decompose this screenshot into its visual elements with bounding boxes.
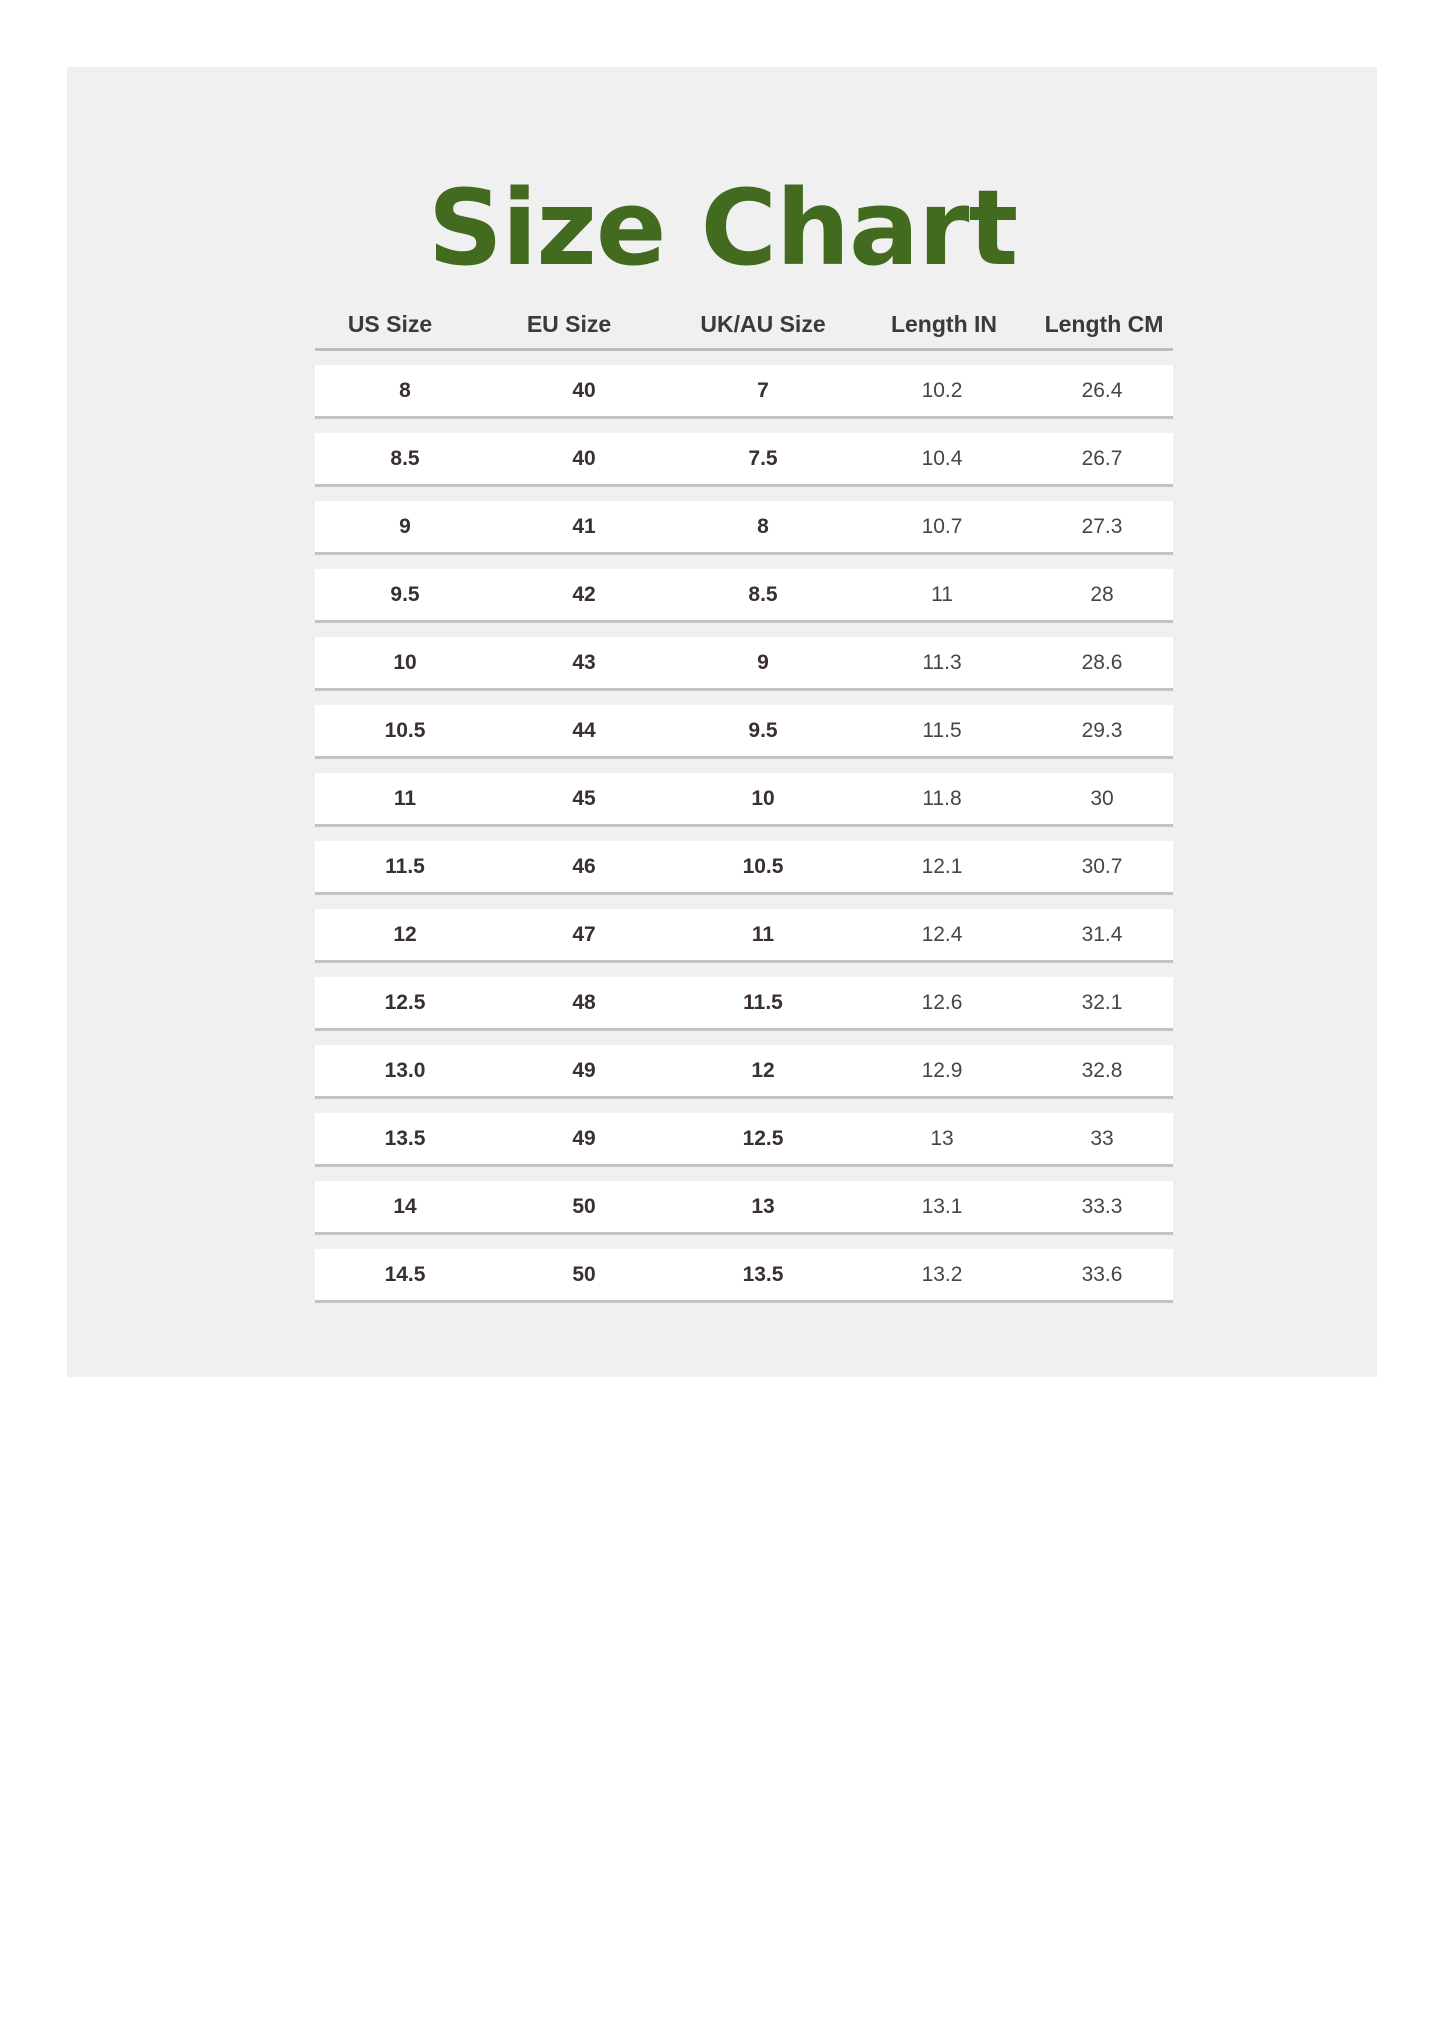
table-row bbox=[315, 501, 1173, 555]
cell-eu-size: 43 bbox=[572, 650, 596, 674]
cell-eu-size: 45 bbox=[572, 786, 596, 810]
table-header bbox=[315, 300, 1173, 351]
table-row bbox=[315, 705, 1173, 759]
header-us-size: US Size bbox=[347, 310, 433, 337]
cell-eu-size: 50 bbox=[572, 1262, 596, 1286]
cell-eu-size: 42 bbox=[572, 582, 596, 606]
table-row bbox=[315, 637, 1173, 691]
cell-length-in: 12.1 bbox=[921, 854, 963, 878]
header-uk-au-size: UK/AU Size bbox=[700, 310, 826, 337]
cell-eu-size: 40 bbox=[572, 378, 596, 402]
cell-length-cm: 31.4 bbox=[1081, 922, 1123, 946]
cell-uk-au-size: 7.5 bbox=[748, 446, 778, 470]
cell-us-size: 9.5 bbox=[390, 582, 420, 606]
cell-us-size: 8 bbox=[399, 378, 411, 402]
cell-uk-au-size: 9 bbox=[757, 650, 769, 674]
table-row bbox=[315, 1045, 1173, 1099]
cell-length-in: 11 bbox=[931, 582, 953, 606]
header-length-cm: Length CM bbox=[1044, 310, 1164, 337]
cell-uk-au-size: 12.5 bbox=[742, 1126, 784, 1150]
cell-length-in: 10.4 bbox=[921, 446, 963, 470]
cell-uk-au-size: 13.5 bbox=[742, 1262, 784, 1286]
cell-length-in: 12.9 bbox=[921, 1058, 963, 1082]
cell-uk-au-size: 10 bbox=[751, 786, 775, 810]
table-row bbox=[315, 569, 1173, 623]
cell-eu-size: 40 bbox=[572, 446, 596, 470]
cell-eu-size: 49 bbox=[572, 1126, 596, 1150]
cell-uk-au-size: 8.5 bbox=[748, 582, 778, 606]
cell-length-cm: 28 bbox=[1090, 582, 1114, 606]
cell-length-in: 11.8 bbox=[922, 786, 962, 810]
cell-uk-au-size: 7 bbox=[757, 378, 769, 402]
cell-length-in: 12.6 bbox=[921, 990, 963, 1014]
cell-length-in: 13.2 bbox=[921, 1262, 963, 1286]
cell-eu-size: 47 bbox=[572, 922, 596, 946]
cell-length-in: 13.1 bbox=[921, 1194, 963, 1218]
table-row bbox=[315, 773, 1173, 827]
cell-us-size: 10.5 bbox=[384, 718, 426, 742]
cell-uk-au-size: 13 bbox=[751, 1194, 775, 1218]
cell-uk-au-size: 8 bbox=[757, 514, 769, 538]
cell-uk-au-size: 12 bbox=[751, 1058, 775, 1082]
cell-length-in: 10.7 bbox=[921, 514, 963, 538]
cell-uk-au-size: 11.5 bbox=[743, 990, 783, 1014]
page-title: Size Chart bbox=[427, 167, 1018, 289]
table-row bbox=[315, 909, 1173, 963]
cell-us-size: 14.5 bbox=[384, 1262, 426, 1286]
cell-length-cm: 26.7 bbox=[1081, 446, 1123, 470]
cell-uk-au-size: 10.5 bbox=[742, 854, 784, 878]
table-row bbox=[315, 365, 1173, 419]
cell-uk-au-size: 11 bbox=[751, 922, 775, 946]
cell-us-size: 14 bbox=[393, 1194, 417, 1218]
table-row bbox=[315, 1249, 1173, 1303]
table-row bbox=[315, 433, 1173, 487]
cell-eu-size: 50 bbox=[572, 1194, 596, 1218]
cell-length-in: 13 bbox=[930, 1126, 954, 1150]
cell-us-size: 10 bbox=[393, 650, 417, 674]
cell-length-cm: 26.4 bbox=[1081, 378, 1123, 402]
cell-length-cm: 30.7 bbox=[1081, 854, 1123, 878]
cell-us-size: 12 bbox=[393, 922, 417, 946]
cell-length-cm: 30 bbox=[1090, 786, 1114, 810]
table-row bbox=[315, 977, 1173, 1031]
cell-length-cm: 27.3 bbox=[1081, 514, 1123, 538]
table-row bbox=[315, 1113, 1173, 1167]
cell-us-size: 13.5 bbox=[384, 1126, 426, 1150]
cell-length-cm: 32.1 bbox=[1081, 990, 1123, 1014]
cell-eu-size: 49 bbox=[572, 1058, 596, 1082]
cell-us-size: 12.5 bbox=[384, 990, 426, 1014]
cell-eu-size: 48 bbox=[572, 990, 596, 1014]
cell-length-cm: 33.3 bbox=[1081, 1194, 1123, 1218]
cell-uk-au-size: 9.5 bbox=[748, 718, 778, 742]
header-length-in: Length IN bbox=[890, 310, 998, 337]
table-row bbox=[315, 841, 1173, 895]
cell-length-in: 11.5 bbox=[922, 718, 962, 742]
cell-us-size: 9 bbox=[399, 514, 411, 538]
cell-length-in: 11.3 bbox=[922, 650, 962, 674]
cell-length-cm: 33 bbox=[1090, 1126, 1114, 1150]
cell-us-size: 8.5 bbox=[390, 446, 420, 470]
cell-length-in: 12.4 bbox=[921, 922, 963, 946]
cell-length-cm: 28.6 bbox=[1081, 650, 1123, 674]
cell-eu-size: 46 bbox=[572, 854, 596, 878]
cell-us-size: 11 bbox=[393, 786, 417, 810]
cell-length-cm: 29.3 bbox=[1081, 718, 1123, 742]
size-table bbox=[315, 300, 1173, 1311]
cell-eu-size: 41 bbox=[572, 514, 596, 538]
cell-length-cm: 33.6 bbox=[1081, 1262, 1123, 1286]
cell-us-size: 13.0 bbox=[384, 1058, 426, 1082]
cell-us-size: 11.5 bbox=[385, 854, 425, 878]
cell-length-in: 10.2 bbox=[921, 378, 963, 402]
cell-length-cm: 32.8 bbox=[1081, 1058, 1123, 1082]
table-row bbox=[315, 1181, 1173, 1235]
header-eu-size: EU Size bbox=[526, 310, 612, 337]
cell-eu-size: 44 bbox=[572, 718, 596, 742]
